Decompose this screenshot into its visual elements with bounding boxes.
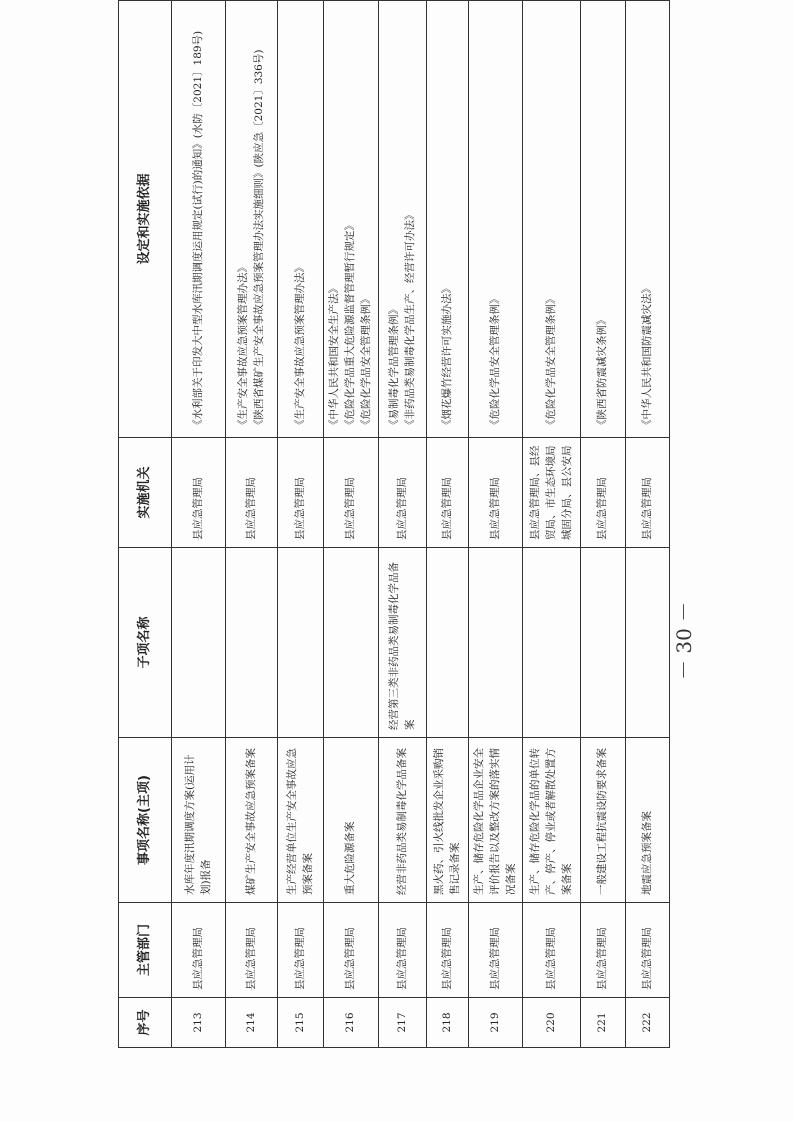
basis-line: 《中华人民共和国防震减灾法》 [640,283,653,430]
cell-basis [226,1,278,438]
table-row [172,1,226,1048]
cell-subitem [226,548,278,738]
cell-agency: 县应急管理局 [379,438,427,548]
basis-line: 《水利部关于印发大中型水库汛期调度运用规定(试行)的通知》(水防〔2021〕189号) [191,30,204,430]
administrative-items-table [118,0,670,1048]
cell-basis [278,1,324,438]
cell-agency: 县应急管理局 [427,438,469,548]
table-row [581,1,626,1048]
cell-subitem [581,548,626,738]
cell-agency: 县应急管理局 [278,438,324,548]
header-item: 事项名称(主项) [119,738,172,903]
header-department: 主管部门 [119,903,172,998]
cell-seq: 214 [226,998,278,1048]
header-basis: 设定和实施依据 [119,1,172,438]
header-agency: 实施机关 [119,438,172,548]
cell-basis [324,1,379,438]
cell-item: 煤矿生产安全事故应急预案备案 [226,738,278,903]
cell-agency: 县应急管理局 [581,438,626,548]
table-row [626,1,670,1048]
cell-department: 县应急管理局 [278,903,324,998]
cell-department: 县应急管理局 [581,903,626,998]
cell-item: 生产、储存危险化学品的单位转产、停产、停业或者解散处置方案备案 [523,738,581,903]
table-row [226,1,278,1048]
cell-item: 生产经营单位生产安全事故应急预案备案 [278,738,324,903]
cell-basis [172,1,226,438]
cell-agency: 县应急管理局 [324,438,379,548]
cell-basis [626,1,670,438]
cell-seq: 213 [172,998,226,1048]
cell-department: 县应急管理局 [427,903,469,998]
cell-item: 一般建设工程抗震设防要求备案 [581,738,626,903]
cell-department: 县应急管理局 [626,903,670,998]
basis-line: 《中华人民共和国安全生产法》 [328,283,341,430]
cell-item: 水库年度汛期调度方案(运用计划)报备 [172,738,226,903]
cell-subitem [523,548,581,738]
cell-basis [379,1,427,438]
cell-subitem [278,548,324,738]
cell-item: 地震应急预案备案 [626,738,670,903]
cell-item: 经营非药品类易制毒化学品备案 [379,738,427,903]
cell-subitem [172,548,226,738]
cell-agency: 县应急管理局 [469,438,523,548]
cell-seq: 217 [379,998,427,1048]
cell-basis [469,1,523,438]
table-header-row [119,1,172,1048]
header-subitem: 子项名称 [119,548,172,738]
cell-department: 县应急管理局 [469,903,523,998]
cell-subitem: 经营第三类非药品类易制毒化学品备案 [379,548,427,738]
basis-line: 《危险化学品安全管理条例》 [544,293,557,430]
cell-department: 县应急管理局 [172,903,226,998]
cell-item: 黑火药、引火线批发企业采购销售记录备案 [427,738,469,903]
cell-basis [427,1,469,438]
cell-seq: 216 [324,998,379,1048]
table-row [278,1,324,1048]
basis-line: 《非药品类易制毒化学品生产、经营许可办法》 [403,209,416,430]
cell-department: 县应急管理局 [324,903,379,998]
basis-line: 《危险化学品重大危险源监督管理暂行规定》 [344,220,357,430]
cell-seq: 221 [581,998,626,1048]
cell-basis [523,1,581,438]
table-row [469,1,523,1048]
cell-seq: 215 [278,998,324,1048]
basis-line: 《生产安全事故应急预案管理办法》 [293,262,306,430]
cell-seq: 220 [523,998,581,1048]
basis-line: 《危险化学品安全管理条例》 [359,293,372,430]
cell-subitem [469,548,523,738]
basis-line: 《陕西省煤矿生产安全事故应急预案管理办法实施细则》(陕应急〔2021〕336号) [252,49,265,430]
cell-item: 生产、储存危险化学品企业安全评价报告以及整改方案的落实情况备案 [469,738,523,903]
page-number: － 30 － [672,601,696,680]
table-row [523,1,581,1048]
basis-line: 《烟花爆竹经营许可实施办法》 [440,283,453,430]
cell-agency: 县应急管理局、县经贸局、市生态环境局城固分局、县公安局 [523,438,581,548]
cell-department: 县应急管理局 [523,903,581,998]
cell-item: 重大危险源备案 [324,738,379,903]
cell-department: 县应急管理局 [226,903,278,998]
basis-line: 《陕西省防震减灾条例》 [596,314,609,430]
cell-department: 县应急管理局 [379,903,427,998]
cell-agency: 县应急管理局 [626,438,670,548]
cell-seq: 219 [469,998,523,1048]
cell-agency: 县应急管理局 [172,438,226,548]
table-row [427,1,469,1048]
table-row [379,1,427,1048]
cell-basis [581,1,626,438]
cell-subitem [427,548,469,738]
basis-line: 《生产安全事故应急预案管理办法》 [236,262,249,430]
cell-seq: 222 [626,998,670,1048]
basis-line: 《危险化学品安全管理条例》 [488,293,501,430]
rotated-table-page [118,1,667,1048]
basis-line: 《易制毒化学品管理条例》 [387,304,400,430]
header-seq: 序号 [119,998,172,1048]
cell-seq: 218 [427,998,469,1048]
cell-subitem [626,548,670,738]
cell-subitem [324,548,379,738]
cell-agency: 县应急管理局 [226,438,278,548]
table-row [324,1,379,1048]
